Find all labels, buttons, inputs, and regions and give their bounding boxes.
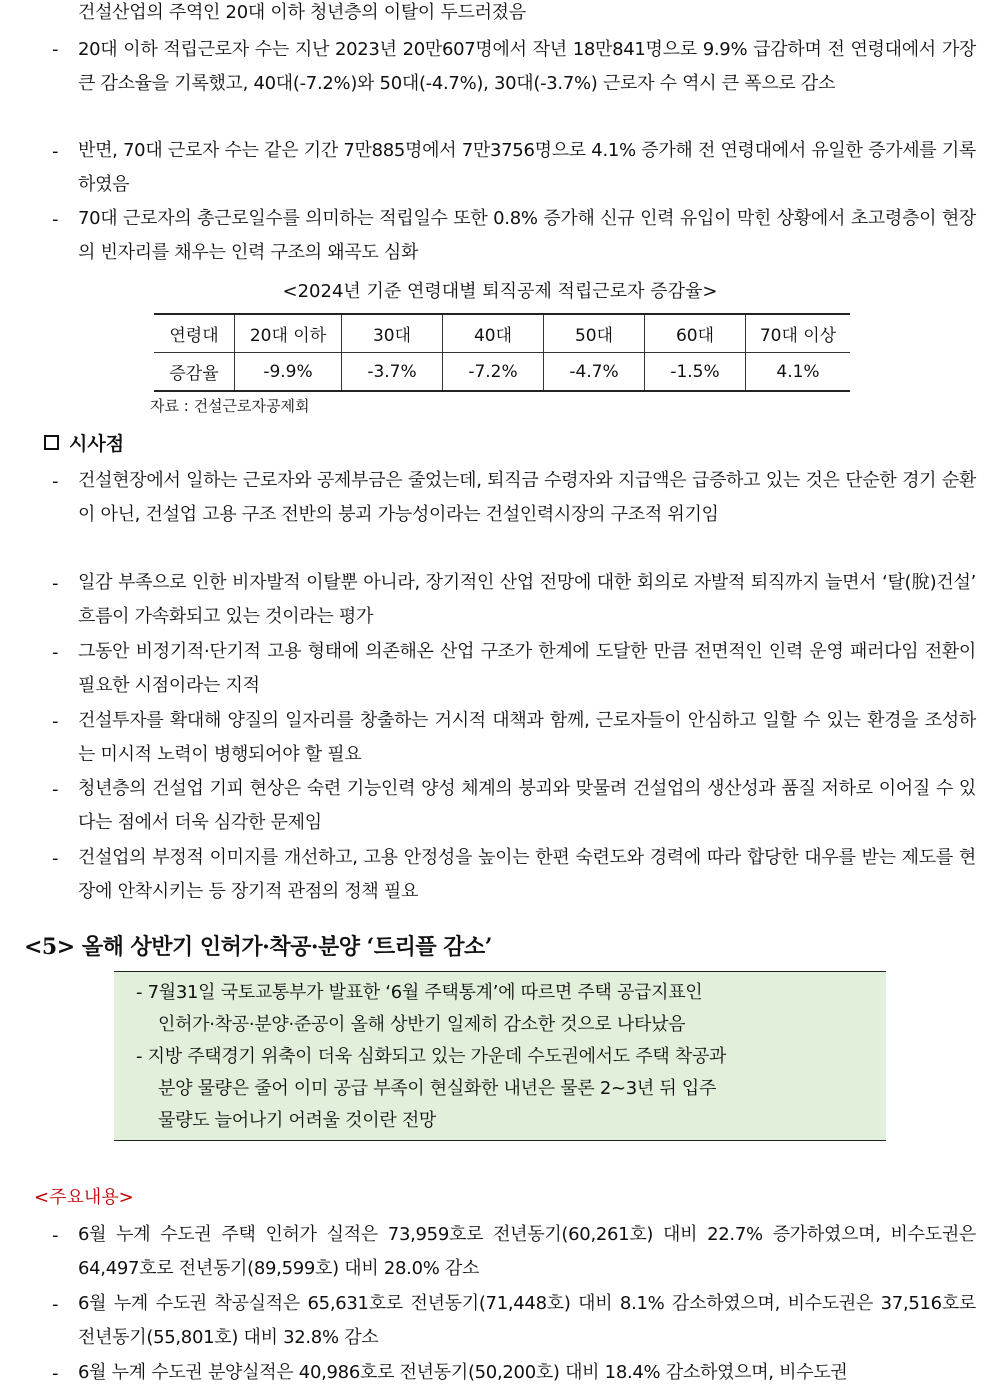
table-source: 자료 : 건설근로자공제회 <box>150 397 310 415</box>
table-cell: 증감율 <box>154 353 235 392</box>
bullet-text: 건설현장에서 일하는 근로자와 공제부금은 줄었는데, 퇴직금 수령자와 지급액은 급증하고 있는 것은 단순한 경기 순환이 아닌, 건설업 고용 구조 전반의 붕괴 가능성이라는 건설인력시장의 구조적 위기임 <box>78 470 976 525</box>
bullet-dash: - <box>52 711 59 732</box>
summary-line: - 7월31일 국토교통부가 발표한 ‘6월 주택통계’에 따르면 주택 공급지표인 <box>136 982 703 1003</box>
table-header-cell: 20대 이하 <box>235 314 342 353</box>
table-cell: -4.7% <box>544 353 645 392</box>
paragraph-continuation: 건설산업의 주역인 20대 이하 청년층의 이탈이 두드러졌음 <box>78 2 526 23</box>
table-caption: <2024년 기준 연령대별 퇴직공제 적립근로자 증감율> <box>282 281 718 302</box>
bullet-text: 70대 근로자의 총근로일수를 의미하는 적립일수 또한 0.8% 증가해 신규 인력 유입이 막힌 상황에서 초고령층이 현장의 빈자리를 채우는 인력 구조의 왜곡도 심화 <box>78 208 976 263</box>
age-group-rate-table <box>154 313 850 392</box>
table-header-row <box>154 314 850 353</box>
implications-heading <box>44 429 124 456</box>
summary-line: 분양 물량은 줄어 이미 공급 부족이 현실화한 내년은 물론 2~3년 뒤 입주 <box>158 1078 717 1099</box>
bullet-dash: - <box>52 1225 59 1246</box>
bullet-text: 6월 누계 수도권 분양실적은 40,986호로 전년동기(50,200호) 대비 18.4% 감소하였으며, 비수도권 <box>78 1362 848 1383</box>
table-header-cell: 50대 <box>544 314 645 353</box>
bullet-text: 20대 이하 적립근로자 수는 지난 2023년 20만607명에서 작년 18만841명으로 9.9% 급감하며 전 연령대에서 가장 큰 감소율을 기록했고, 40대(-7.2%)와 50대(-4.7%), 30대(-3.7%) 근로자 수 역시 큰 폭으로 감소 <box>78 39 976 94</box>
bullet-dash: - <box>52 39 59 60</box>
table-row <box>154 353 850 392</box>
summary-line: 인허가·착공·분양·준공이 올해 상반기 일제히 감소한 것으로 나타났음 <box>158 1014 686 1035</box>
summary-line: - 지방 주택경기 위축이 더욱 심화되고 있는 가운데 수도권에서도 주택 착공과 <box>136 1046 727 1067</box>
bullet-text: 반면, 70대 근로자 수는 같은 기간 7만885명에서 7만3756명으로 4.1% 증가해 전 연령대에서 유일한 증가세를 기록하였음 <box>78 140 976 195</box>
section-5-title: <5> 올해 상반기 인허가·착공·분양 ‘트리플 감소’ <box>24 934 492 960</box>
bullet-text: 건설업의 부정적 이미지를 개선하고, 고용 안정성을 높이는 한편 숙련도와 경력에 따라 합당한 대우를 받는 제도를 현장에 안착시키는 등 장기적 관점의 정책 필요 <box>78 847 976 902</box>
bullet-dash: - <box>52 573 59 594</box>
bullet-dash: - <box>52 779 59 800</box>
table-header-cell: 40대 <box>443 314 544 353</box>
table-cell: -1.5% <box>645 353 746 392</box>
implications-title: 시사점 <box>69 433 125 455</box>
table-header-cell: 30대 <box>342 314 443 353</box>
table-cell: -9.9% <box>235 353 342 392</box>
bullet-text: 일감 부족으로 인한 비자발적 이탈뿐 아니라, 장기적인 산업 전망에 대한 회의로 자발적 퇴직까지 늘면서 ‘탈(脫)건설’ 흐름이 가속화되고 있는 것이라는 평가 <box>78 572 976 627</box>
summary-box <box>114 971 886 1141</box>
key-contents-heading: <주요내용> <box>34 1187 134 1208</box>
bullet-text: 청년층의 건설업 기피 현상은 숙련 기능인력 양성 체계의 붕괴와 맞물려 건설업의 생산성과 품질 저하로 이어질 수 있다는 점에서 더욱 심각한 문제임 <box>78 778 976 833</box>
bullet-text: 6월 누계 수도권 주택 인허가 실적은 73,959호로 전년동기(60,261호) 대비 22.7% 증가하였으며, 비수도권은 64,497호로 전년동기(89,599호) 대비 28.0% 감소 <box>78 1224 976 1279</box>
bullet-text: 그동안 비정기적·단기적 고용 형태에 의존해온 산업 구조가 한계에 도달한 만큼 전면적인 인력 운영 패러다임 전환이 필요한 시점이라는 지적 <box>78 641 976 696</box>
table-header-cell: 60대 <box>645 314 746 353</box>
square-bullet-icon <box>44 435 59 450</box>
table-cell: -7.2% <box>443 353 544 392</box>
table-cell: 4.1% <box>746 353 851 392</box>
bullet-dash: - <box>52 1363 59 1384</box>
bullet-dash: - <box>52 209 59 230</box>
bullet-dash: - <box>52 141 59 162</box>
bullet-text: 건설투자를 확대해 양질의 일자리를 창출하는 거시적 대책과 함께, 근로자들이 안심하고 일할 수 있는 환경을 조성하는 미시적 노력이 병행되어야 할 필요 <box>78 710 976 765</box>
bullet-dash: - <box>52 848 59 869</box>
bullet-dash: - <box>52 1294 59 1315</box>
table-header-cell: 연령대 <box>154 314 235 353</box>
bullet-text: 6월 누계 수도권 착공실적은 65,631호로 전년동기(71,448호) 대비 8.1% 감소하였으며, 비수도권은 37,516호로 전년동기(55,801호) 대비 32.8% 감소 <box>78 1293 976 1348</box>
table-cell: -3.7% <box>342 353 443 392</box>
summary-line: 물량도 늘어나기 어려울 것이란 전망 <box>158 1110 437 1131</box>
bullet-dash: - <box>52 642 59 663</box>
table-header-cell: 70대 이상 <box>746 314 851 353</box>
bullet-dash: - <box>52 471 59 492</box>
